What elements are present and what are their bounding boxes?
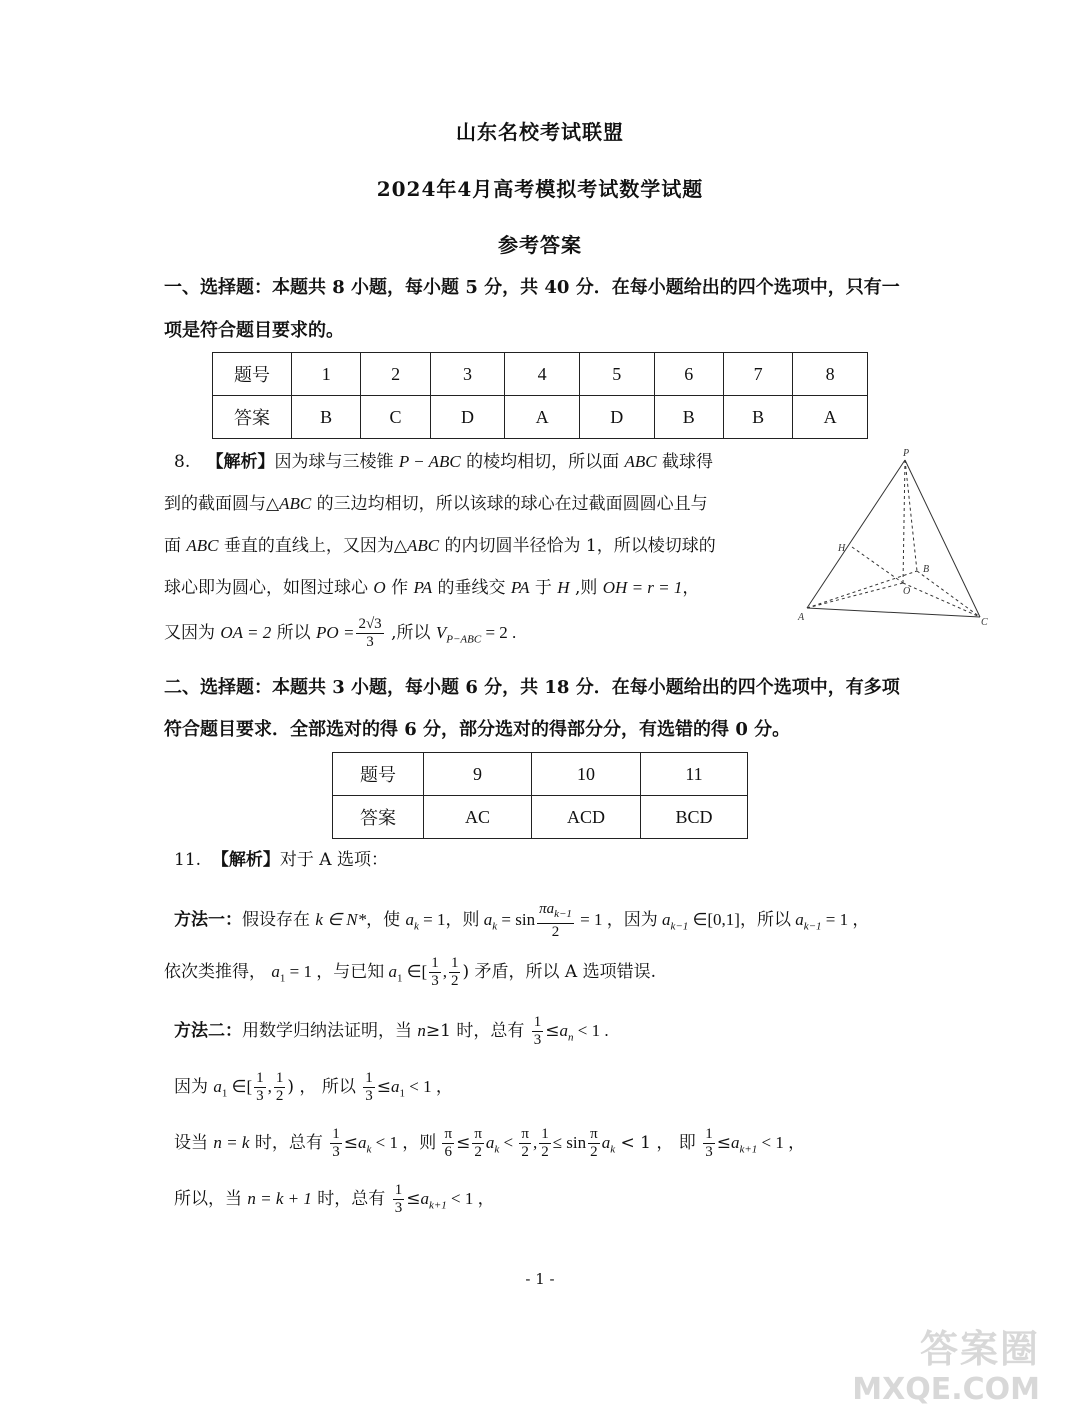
table-cell: ACD bbox=[532, 796, 641, 839]
watermark-url: MXQE.COM bbox=[852, 1372, 1040, 1407]
fraction: $\frac{1}{3}$ bbox=[705, 1126, 713, 1160]
answer-table-1 bbox=[212, 352, 868, 439]
table-cell: 8 bbox=[793, 353, 868, 396]
table-cell: B bbox=[292, 396, 361, 439]
table-cell: C bbox=[361, 396, 430, 439]
vertex-label-B: B bbox=[923, 564, 930, 575]
table-cell: B bbox=[723, 396, 792, 439]
table-row-answers bbox=[213, 396, 868, 439]
vertex-label-C: C bbox=[981, 617, 988, 628]
table-cell: B bbox=[654, 396, 723, 439]
segment-OH bbox=[852, 547, 903, 583]
table-cell: BCD bbox=[641, 796, 748, 839]
table-header-cell: 答案 bbox=[333, 796, 424, 839]
table-cell: AC bbox=[424, 796, 532, 839]
fraction: $\frac{1}{2}$ bbox=[275, 1070, 284, 1104]
q11-step1: 因为 $a_1$ ∈[ $\frac{1}{3}$ , $\frac{1}{2}$ ) ， 所以 $\frac{1}{3}$ $\le a_1 < 1$ ， bbox=[174, 1070, 453, 1104]
q11-step2: 设当 n = k 时，总有 $\frac{1}{3}$ $\le a_k < 1$ ，则 $\frac{\pi}{6}$ ≤ $\frac{\pi}{2}$ $a_k$ < $\frac{\pi}{2}$ , $\frac{1}{2}$ ≤ sin $\frac{\pi}{2}$ $a_k < 1$ ， 即 $\frac{1}{3}$ $\le a_{k+1} < 1$ ， bbox=[174, 1126, 806, 1160]
tetrahedron-figure bbox=[795, 445, 995, 630]
vertex-label-P: P bbox=[903, 448, 910, 459]
table-cell: 5 bbox=[579, 353, 654, 396]
fraction: $\frac{\pi}{2}$ bbox=[590, 1126, 598, 1160]
fraction: $\frac{1}{3}$ bbox=[431, 955, 439, 989]
table-cell: 10 bbox=[532, 753, 641, 796]
edge-AB bbox=[807, 571, 917, 608]
q8-line2: 到的截面圆与△ABC 的三边均相切，所以该球的球心在过截面圆圆心且与 bbox=[164, 494, 708, 514]
fraction: $\frac{2√3}{3}$ bbox=[358, 616, 382, 650]
section2-heading-line2: 符合题目要求．全部选对的得 6 分，部分选对的得部分分，有选错的得 0 分。 bbox=[164, 719, 791, 740]
edge-PC bbox=[905, 460, 980, 617]
point-label-H: H bbox=[838, 543, 846, 554]
q11-method1-line1: 方法一：假设存在 k ∈ N*，使 $a_k = 1$，则 $a_k = \sin$ $\frac{\pi a_{k-1}}{2}$ = 1 ，因为 $a_{k-1}$ ∈[0,1]，所以 $a_{k-1} = 1$ ， bbox=[174, 901, 870, 940]
table-cell: A bbox=[793, 396, 868, 439]
table-cell: 6 bbox=[654, 353, 723, 396]
table-row-answers bbox=[333, 796, 748, 839]
table-cell: 1 bbox=[292, 353, 361, 396]
q8-line1: 8. 【解析】因为球与三棱锥 P − ABC 的棱均相切，所以面 ABC 截球得 bbox=[174, 452, 714, 472]
fraction: $\frac{\pi}{2}$ bbox=[521, 1126, 529, 1160]
table-row-numbers bbox=[333, 753, 748, 796]
table-cell: 4 bbox=[505, 353, 580, 396]
watermark-logo: 答案圈 bbox=[919, 1327, 1040, 1371]
fraction: $\frac{1}{3}$ bbox=[365, 1070, 373, 1104]
table-cell: 9 bbox=[424, 753, 532, 796]
section1-heading-line2: 项是符合题目要求的。 bbox=[164, 320, 344, 341]
section2-heading-line1: 二、选择题：本题共 3 小题，每小题 6 分，共 18 分．在每小题给出的四个选项中，有多项 bbox=[164, 677, 900, 698]
q8-line4: 球心即为圆心，如图过球心 O 作 PA 的垂线交 PA 于 H ,则 OH = r = 1， bbox=[164, 578, 700, 598]
table-header-cell: 题号 bbox=[213, 353, 292, 396]
exam-title: 2024年4月高考模拟考试数学试题 bbox=[376, 177, 704, 201]
table-cell: 3 bbox=[430, 353, 505, 396]
edge-AC bbox=[807, 608, 980, 617]
table-cell: A bbox=[505, 396, 580, 439]
page-number: - 1 - bbox=[525, 1270, 555, 1288]
fraction: $\frac{1}{2}$ bbox=[541, 1126, 549, 1160]
fraction: $\frac{1}{3}$ bbox=[394, 1182, 403, 1216]
fraction: $\frac{1}{3}$ bbox=[256, 1070, 264, 1104]
fraction: $\frac{\pi a_{k-1}}{2}$ bbox=[539, 901, 572, 940]
q11-method2-line: 方法二：用数学归纳法证明，当 n≥1 时，总有 $\frac{1}{3}$ $\le a_n < 1$ . bbox=[174, 1014, 609, 1048]
edge-BC bbox=[917, 571, 980, 617]
org-title: 山东名校考试联盟 bbox=[456, 120, 624, 144]
q11-intro: 11. 【解析】对于 A 选项： bbox=[174, 850, 388, 870]
segment-OC bbox=[903, 583, 980, 617]
table-cell: D bbox=[579, 396, 654, 439]
q8-line5: 又因为 OA = 2 所以 PO = $\frac{2√3}{3}$ ,所以 $V_{P-ABC} = 2$ . bbox=[164, 616, 517, 650]
table-cell: 2 bbox=[361, 353, 430, 396]
fraction: $\frac{\pi}{2}$ bbox=[474, 1126, 482, 1160]
fraction: $\frac{1}{2}$ bbox=[450, 955, 459, 989]
table-header-cell: 答案 bbox=[213, 396, 292, 439]
point-label-O: O bbox=[903, 586, 911, 597]
vertex-label-A: A bbox=[798, 612, 805, 623]
q8-line3: 面 ABC 垂直的直线上，又因为△ABC 的内切圆半径恰为 1，所以棱切球的 bbox=[164, 536, 716, 556]
table-header-cell: 题号 bbox=[333, 753, 424, 796]
q11-step3: 所以，当 n = k + 1 时，总有 $\frac{1}{3}$ $\le a_{k+1} < 1$ ， bbox=[174, 1182, 495, 1216]
answer-table-2 bbox=[332, 752, 748, 839]
fraction: $\frac{1}{3}$ bbox=[332, 1126, 340, 1160]
table-cell: 7 bbox=[723, 353, 792, 396]
answer-subtitle: 参考答案 bbox=[498, 233, 582, 257]
segment-PO bbox=[903, 460, 905, 583]
fraction: $\frac{1}{3}$ bbox=[533, 1014, 542, 1048]
table-cell: 11 bbox=[641, 753, 748, 796]
table-cell: D bbox=[430, 396, 505, 439]
table-row-numbers bbox=[213, 353, 868, 396]
fraction: $\frac{\pi}{6}$ bbox=[444, 1126, 453, 1160]
section1-heading-line1: 一、选择题：本题共 8 小题，每小题 5 分，共 40 分．在每小题给出的四个选项中，只有一 bbox=[164, 277, 900, 298]
edge-PB bbox=[905, 460, 917, 571]
q11-method1-line2: 依次类推得， $a_1 = 1$ ，与已知 $a_1$ ∈[ $\frac{1}{3}$ , $\frac{1}{2}$ ) 矛盾，所以 A 选项错误. bbox=[164, 955, 657, 989]
